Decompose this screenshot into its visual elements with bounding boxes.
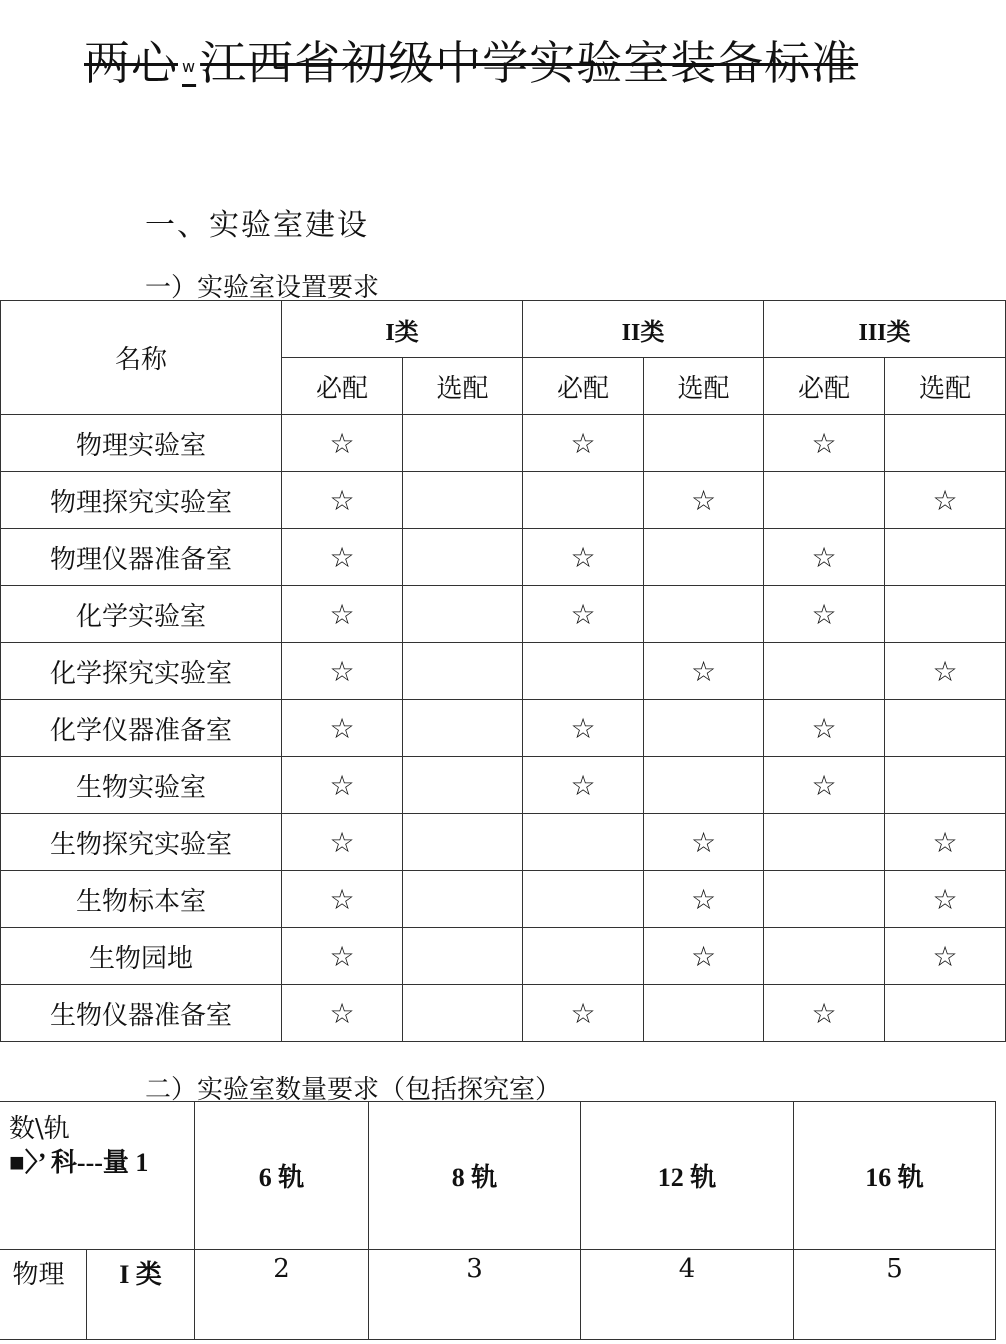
- table-row: [1, 928, 1006, 985]
- lab-name-cell: 生物实验室: [1, 757, 282, 814]
- lab-setup-table: [0, 300, 1006, 1042]
- section-heading: 一、实验室建设: [145, 208, 369, 243]
- star-mark-cell: ☆: [523, 757, 644, 814]
- empty-cell: [403, 586, 523, 643]
- table-row: [1, 814, 1006, 871]
- value-cell: 3: [369, 1250, 581, 1340]
- lab-name-cell: 生物探究实验室: [1, 814, 282, 871]
- empty-cell: [644, 415, 764, 472]
- star-mark-cell: ☆: [885, 814, 1006, 871]
- empty-cell: [764, 928, 885, 985]
- column-12-track: 12 轨: [581, 1102, 794, 1250]
- empty-cell: [403, 472, 523, 529]
- empty-cell: [403, 928, 523, 985]
- star-mark-cell: ☆: [764, 415, 885, 472]
- empty-cell: [523, 871, 644, 928]
- empty-cell: [403, 871, 523, 928]
- lab-name-cell: 物理探究实验室: [1, 472, 282, 529]
- corner-line-2: ■〉’ 科---量 1: [9, 1148, 149, 1177]
- header-optional: 选配: [885, 358, 1006, 415]
- empty-cell: [885, 529, 1006, 586]
- star-mark-cell: ☆: [282, 700, 403, 757]
- subsection-heading-setup: 一）实验室设置要求: [145, 273, 380, 303]
- star-mark-cell: ☆: [885, 472, 1006, 529]
- lab-name-cell: 化学仪器准备室: [1, 700, 282, 757]
- lab-name-cell: 物理实验室: [1, 415, 282, 472]
- star-mark-cell: ☆: [282, 472, 403, 529]
- empty-cell: [644, 757, 764, 814]
- table-row: [1, 472, 1006, 529]
- star-mark-cell: ☆: [282, 871, 403, 928]
- empty-cell: [764, 472, 885, 529]
- empty-cell: [644, 586, 764, 643]
- corner-header: [0, 1102, 195, 1250]
- header-class-3: III类: [764, 301, 1006, 358]
- star-mark-cell: ☆: [523, 586, 644, 643]
- star-mark-cell: ☆: [282, 814, 403, 871]
- star-mark-cell: ☆: [644, 472, 764, 529]
- empty-cell: [523, 928, 644, 985]
- lab-name-cell: 生物标本室: [1, 871, 282, 928]
- star-mark-cell: ☆: [282, 415, 403, 472]
- star-mark-cell: ☆: [644, 814, 764, 871]
- empty-cell: [403, 985, 523, 1042]
- subsection-heading-quantity: 二）实验室数量要求（包括探究室）: [145, 1075, 562, 1105]
- value-cell: 2: [195, 1250, 369, 1340]
- star-mark-cell: ☆: [644, 928, 764, 985]
- empty-cell: [764, 643, 885, 700]
- star-mark-cell: ☆: [523, 700, 644, 757]
- star-mark-cell: ☆: [885, 643, 1006, 700]
- star-mark-cell: ☆: [764, 700, 885, 757]
- empty-cell: [403, 643, 523, 700]
- lab-name-cell: 物理仪器准备室: [1, 529, 282, 586]
- table-row: [1, 415, 1006, 472]
- table-row: [1, 757, 1006, 814]
- star-mark-cell: ☆: [282, 643, 403, 700]
- header-required: 必配: [282, 358, 403, 415]
- value-cell: 5: [794, 1250, 996, 1340]
- empty-cell: [523, 472, 644, 529]
- star-mark-cell: ☆: [523, 985, 644, 1042]
- star-mark-cell: ☆: [523, 415, 644, 472]
- class-cell: I 类: [87, 1250, 195, 1340]
- table-row: [1, 871, 1006, 928]
- empty-cell: [644, 985, 764, 1042]
- empty-cell: [403, 700, 523, 757]
- star-mark-cell: ☆: [764, 586, 885, 643]
- star-mark-cell: ☆: [885, 871, 1006, 928]
- column-16-track: 16 轨: [794, 1102, 996, 1250]
- table-row: [1, 586, 1006, 643]
- star-mark-cell: ☆: [644, 871, 764, 928]
- star-mark-cell: ☆: [764, 757, 885, 814]
- empty-cell: [885, 586, 1006, 643]
- empty-cell: [523, 643, 644, 700]
- star-mark-cell: ☆: [764, 985, 885, 1042]
- star-mark-cell: ☆: [644, 643, 764, 700]
- empty-cell: [885, 985, 1006, 1042]
- header-optional: 选配: [403, 358, 523, 415]
- lab-name-cell: 生物园地: [1, 928, 282, 985]
- empty-cell: [885, 415, 1006, 472]
- star-mark-cell: ☆: [282, 985, 403, 1042]
- empty-cell: [764, 814, 885, 871]
- table-row: [1, 643, 1006, 700]
- header-class-2: II类: [523, 301, 764, 358]
- star-mark-cell: ☆: [282, 757, 403, 814]
- empty-cell: [885, 700, 1006, 757]
- empty-cell: [644, 529, 764, 586]
- header-required: 必配: [523, 358, 644, 415]
- column-8-track: 8 轨: [369, 1102, 581, 1250]
- stray-mark: w: [182, 56, 197, 76]
- empty-cell: [885, 757, 1006, 814]
- star-mark-cell: ☆: [282, 928, 403, 985]
- lab-name-cell: 化学实验室: [1, 586, 282, 643]
- empty-cell: [403, 529, 523, 586]
- empty-cell: [403, 757, 523, 814]
- table-row: [1, 529, 1006, 586]
- star-mark-cell: ☆: [523, 529, 644, 586]
- star-mark-cell: ☆: [885, 928, 1006, 985]
- header-required: 必配: [764, 358, 885, 415]
- header-optional: 选配: [644, 358, 764, 415]
- header-name: 名称: [1, 301, 282, 415]
- empty-cell: [644, 700, 764, 757]
- empty-cell: [523, 814, 644, 871]
- corner-line-1: 数\轨: [9, 1114, 70, 1144]
- document-title: 两心 w江西省初级中学实验室装备标准: [84, 36, 859, 90]
- column-6-track: 6 轨: [195, 1102, 369, 1250]
- lab-name-cell: 生物仪器准备室: [1, 985, 282, 1042]
- empty-cell: [403, 415, 523, 472]
- star-mark-cell: ☆: [282, 529, 403, 586]
- star-mark-cell: ☆: [282, 586, 403, 643]
- lab-name-cell: 化学探究实验室: [1, 643, 282, 700]
- empty-cell: [764, 871, 885, 928]
- table-row: [1, 985, 1006, 1042]
- subject-cell: 物理: [0, 1250, 87, 1340]
- value-cell: 4: [581, 1250, 794, 1340]
- empty-cell: [403, 814, 523, 871]
- table-row: [1, 700, 1006, 757]
- header-class-1: I类: [282, 301, 523, 358]
- lab-quantity-table: [0, 1101, 996, 1340]
- star-mark-cell: ☆: [764, 529, 885, 586]
